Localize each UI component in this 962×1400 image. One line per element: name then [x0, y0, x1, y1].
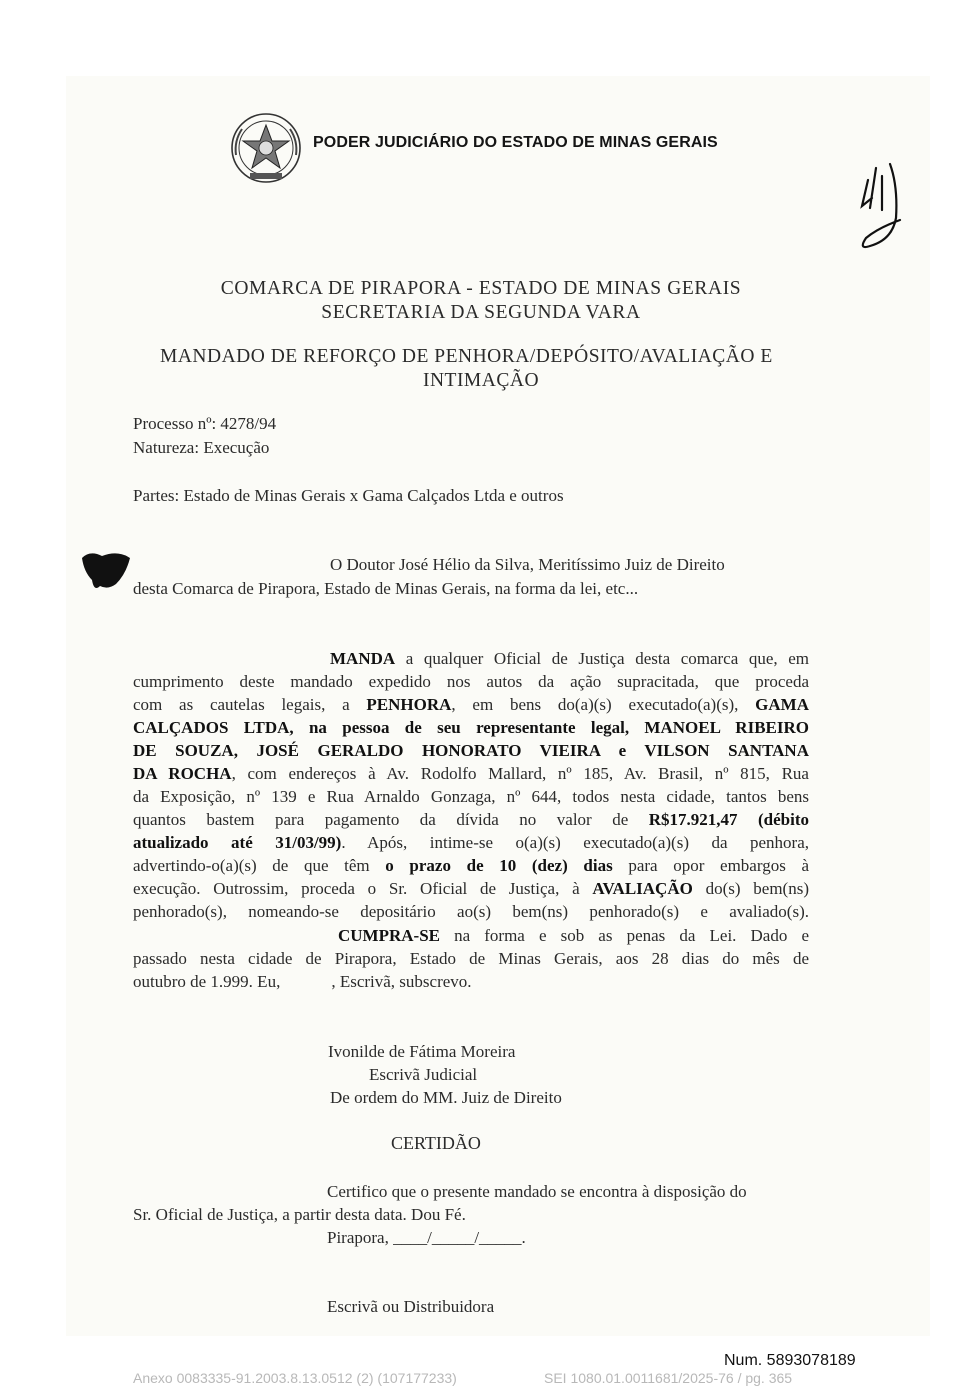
- process-number: Processo nº: 4278/94: [133, 414, 277, 433]
- body-line-7: da Exposição, nº 139 e Rua Arnaldo Gonzaga, nº 644, todos nesta cidade, tantos bens: [133, 787, 809, 806]
- institution-header: PODER JUDICIÁRIO DO ESTADO DE MINAS GERAIS: [313, 134, 718, 151]
- body-line-4: CALÇADOS LTDA, na pessoa de seu representante legal, MANOEL RIBEIRO: [133, 718, 809, 737]
- signer-role: Escrivã Judicial: [369, 1065, 478, 1084]
- process-nature: Natureza: Execução: [133, 438, 270, 457]
- signer-name: Ivonilde de Fátima Moreira: [328, 1042, 516, 1061]
- body-line-2: cumprimento deste mandado expedido nos autos da ação supracitada, que proceda: [133, 672, 809, 691]
- body-line-15: outubro de 1.999. Eu, , Escrivã, subscrevo.: [133, 972, 472, 991]
- signer-order: De ordem do MM. Juiz de Direito: [330, 1088, 562, 1107]
- body-line-12: penhorado(s), nomeando-se depositário ao(s) bem(ns) penhorado(s) e avaliado(s).: [133, 902, 809, 921]
- intro-line-2: desta Comarca de Pirapora, Estado de Minas Gerais, na forma da lei, etc...: [133, 579, 639, 598]
- certidao-line-1: Certifico que o presente mandado se encontra à disposição do: [327, 1182, 747, 1201]
- body-line-9: atualizado até 31/03/99). Após, intime-se o(a)(s) executado(a)(s) da penhora,: [133, 833, 809, 852]
- body-line-6: DA ROCHA, com endereços à Av. Rodolfo Mallard, nº 185, Av. Brasil, nº 815, Rua: [133, 764, 809, 783]
- secretaria-heading: SECRETARIA DA SEGUNDA VARA: [321, 302, 641, 323]
- body-line-8: quantos bastem para pagamento da dívida no valor de R$17.921,47 (débito: [133, 810, 809, 829]
- body-line-3: com as cautelas legais, a PENHORA, em bens do(a)(s) executado(a)(s), GAMA: [133, 695, 809, 714]
- body-line-14: passado nesta cidade de Pirapora, Estado de Minas Gerais, aos 28 dias do mês de: [133, 949, 809, 968]
- ink-blot-mark: [80, 548, 132, 592]
- certidao-signer: Escrivã ou Distribuidora: [327, 1297, 495, 1316]
- certidao-heading: CERTIDÃO: [391, 1133, 481, 1153]
- process-parties: Partes: Estado de Minas Gerais x Gama Calçados Ltda e outros: [133, 486, 564, 505]
- comarca-heading: COMARCA DE PIRAPORA - ESTADO DE MINAS GERAIS: [220, 278, 742, 299]
- certidao-place-date: Pirapora, ____/_____/_____.: [327, 1228, 526, 1247]
- mandado-heading-line1: MANDADO DE REFORÇO DE PENHORA/DEPÓSITO/AVALIAÇÃO E: [160, 346, 773, 367]
- state-seal-icon: [228, 111, 304, 185]
- sei-reference: SEI 1080.01.0011681/2025-76 / pg. 365: [544, 1370, 793, 1386]
- annex-reference: Anexo 0083335-91.2003.8.13.0512 (2) (107177233): [133, 1370, 457, 1386]
- body-line-13: CUMPRA-SE na forma e sob as penas da Lei. Dado e: [338, 926, 809, 945]
- mandado-heading-line2: INTIMAÇÃO: [422, 370, 540, 391]
- body-line-1: MANDA a qualquer Oficial de Justiça desta comarca que, em: [330, 649, 809, 668]
- certidao-line-2: Sr. Oficial de Justiça, a partir desta data. Dou Fé.: [133, 1205, 466, 1224]
- intro-line-1: O Doutor José Hélio da Silva, Meritíssimo Juiz de Direito: [330, 555, 725, 574]
- body-line-5: DE SOUZA, JOSÉ GERALDO HONORATO VIEIRA e VILSON SANTANA: [133, 741, 809, 760]
- body-line-10: advertindo-o(a)(s) de que têm o prazo de 10 (dez) dias para opor embargos à: [133, 856, 809, 875]
- body-line-11: execução. Outrossim, proceda o Sr. Oficial de Justiça, à AVALIAÇÃO do(s) bem(ns): [133, 879, 809, 898]
- handwritten-rubric: [852, 158, 912, 258]
- document-number: Num. 5893078189: [724, 1352, 856, 1369]
